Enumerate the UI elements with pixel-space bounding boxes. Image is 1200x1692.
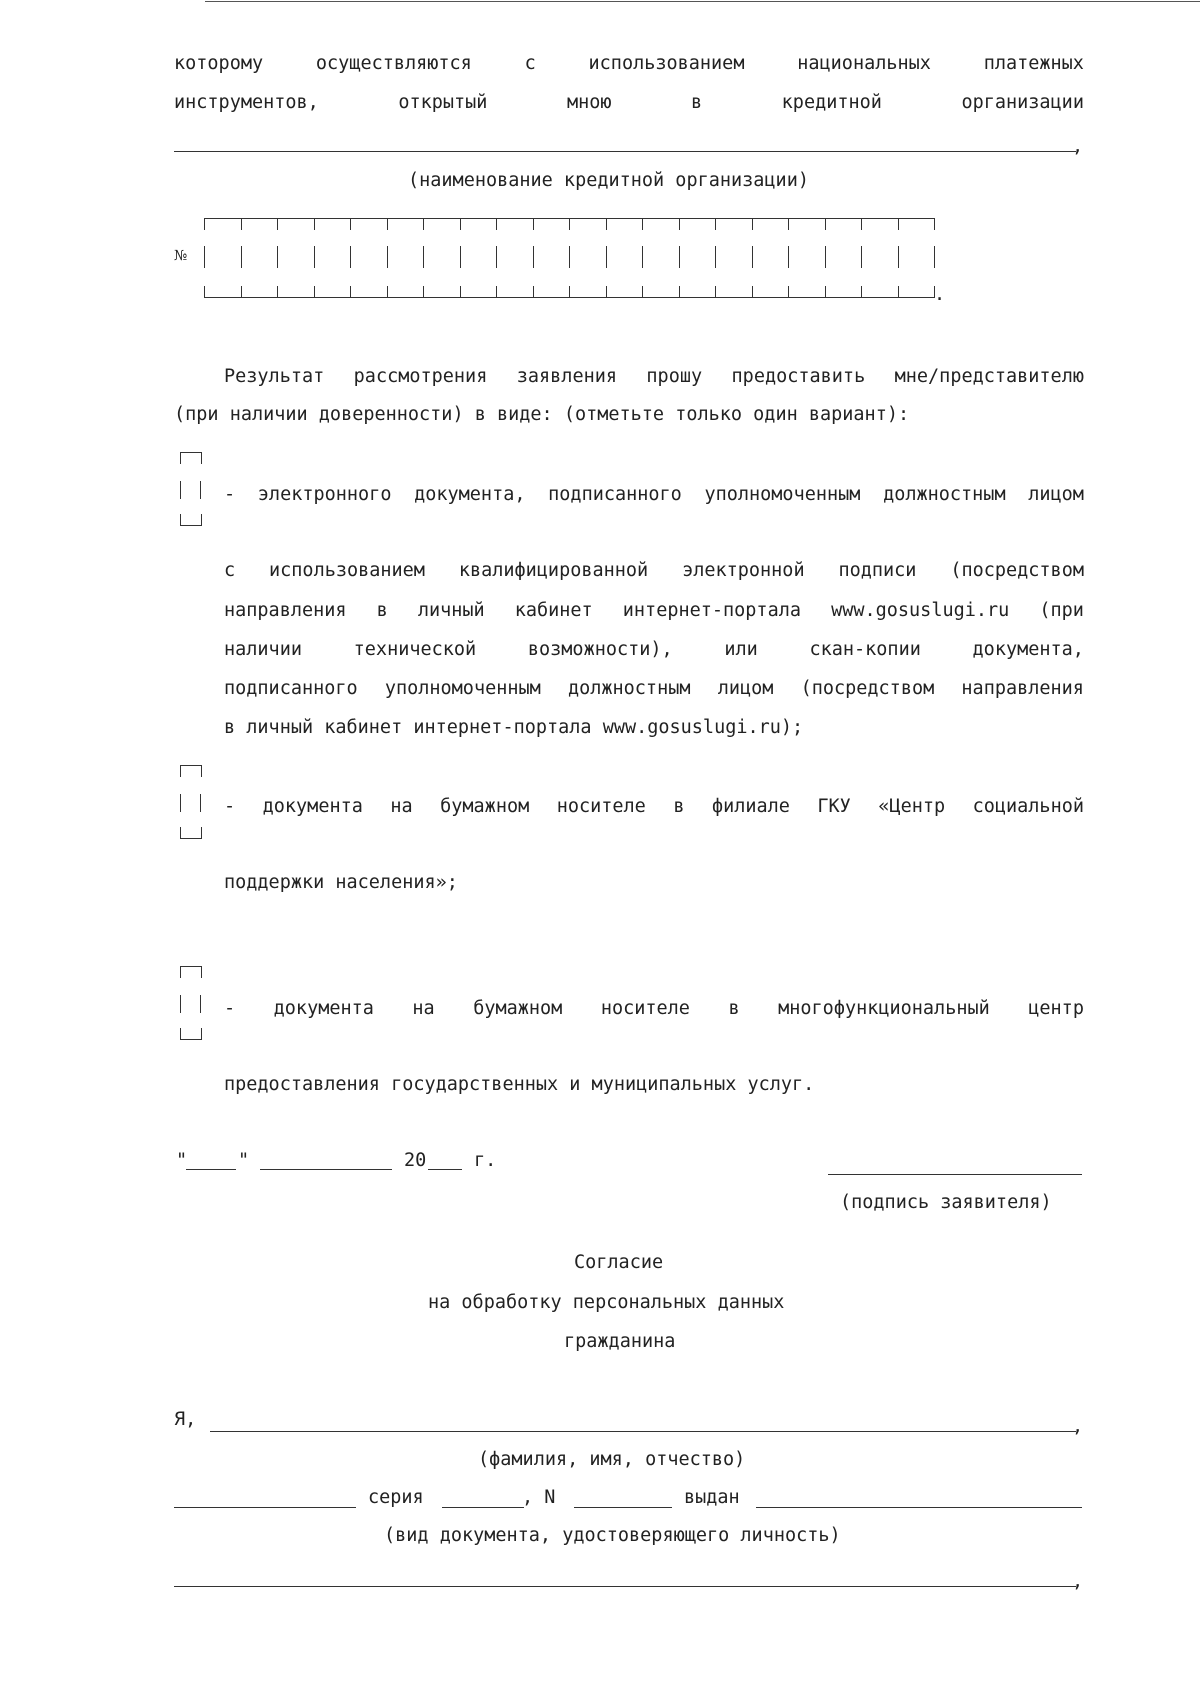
word: должностным (567, 678, 691, 699)
grid-tick-bottom (752, 286, 753, 298)
word: (при (1039, 600, 1084, 621)
document-type-field[interactable] (174, 1507, 356, 1508)
person-prefix: Я, (174, 1409, 197, 1430)
grid-cell-divider (387, 246, 388, 268)
grid-tick-bottom (898, 286, 899, 298)
word: направления (224, 600, 347, 621)
date-close-quote: " (238, 1150, 250, 1171)
grid-tick-bottom (606, 286, 607, 298)
grid-cell-divider (277, 246, 278, 268)
word: подписанного (224, 678, 358, 699)
grid-cell-divider (423, 246, 424, 268)
option2-line-2: поддержки населения»; (224, 872, 458, 893)
word: предоставить (731, 366, 866, 387)
grid-tick-top (752, 218, 753, 230)
grid-tick-top (715, 218, 716, 230)
word: заявления (516, 366, 617, 387)
word: с (524, 53, 536, 74)
full-name-end-comma: , (1072, 1416, 1084, 1437)
grid-cell-divider (788, 246, 789, 268)
word: с (224, 560, 236, 581)
grid-tick-bottom (715, 286, 716, 298)
grid-tick-top (569, 218, 570, 230)
word: филиале (711, 796, 790, 817)
grid-cell-divider (642, 246, 643, 268)
date-year-suffix: г. (474, 1150, 497, 1171)
word: электронного (257, 484, 392, 505)
word: кабинет (514, 600, 593, 621)
grid-cell-divider (314, 246, 315, 268)
grid-tick-bottom (679, 286, 680, 298)
grid-cell-divider (460, 246, 461, 268)
checkbox-bottom-bracket (180, 1028, 202, 1040)
issued-by-field[interactable] (756, 1507, 1082, 1508)
grid-tick-bottom (277, 286, 278, 298)
word: использованием (588, 53, 745, 74)
grid-cell-divider (241, 246, 242, 268)
grid-tick-top (642, 218, 643, 230)
grid-tick-top (934, 218, 935, 230)
word: Результат (224, 366, 325, 387)
grid-tick-bottom (825, 286, 826, 298)
checkbox-left-bar (180, 794, 181, 812)
checkbox-top-bracket (180, 765, 202, 777)
word: квалифицированной (458, 560, 649, 581)
word: прошу (646, 366, 703, 387)
bank-name-caption: (наименование кредитной организации) (408, 170, 809, 191)
bank-name-field[interactable] (174, 151, 1076, 152)
text-line-1 (174, 55, 1084, 74)
checkbox-bottom-bracket (180, 514, 202, 526)
grid-tick-top (423, 218, 424, 230)
grid-cell-divider (569, 246, 570, 268)
grid-tick-top (861, 218, 862, 230)
word: инструментов, (174, 92, 319, 113)
word: документа, (972, 639, 1084, 660)
grid-tick-top (898, 218, 899, 230)
word: центр (1028, 998, 1084, 1019)
account-end-dot: . (934, 284, 946, 305)
checkbox-left-bar (180, 481, 181, 499)
word: организации (961, 92, 1084, 113)
signature-field[interactable] (828, 1174, 1082, 1175)
issued-by-field-continued[interactable] (174, 1586, 1076, 1587)
word: электронной (682, 560, 805, 581)
consent-title-1: Согласие (574, 1252, 664, 1273)
word: мне/представителю (894, 366, 1084, 387)
word: www.gosuslugi.ru (831, 600, 1010, 621)
number-field[interactable] (574, 1507, 672, 1508)
word: или (724, 639, 758, 660)
account-number-grid[interactable] (204, 218, 934, 298)
full-name-caption: (фамилия, имя, отчество) (478, 1449, 746, 1470)
word: личный (417, 600, 485, 621)
grid-tick-bottom (569, 286, 570, 298)
word: открытый (398, 92, 488, 113)
word: (посредством (950, 560, 1084, 581)
word: «Центр (878, 796, 946, 817)
date-day-field[interactable] (186, 1169, 236, 1170)
grid-tick-bottom (387, 286, 388, 298)
grid-cell-divider (752, 246, 753, 268)
grid-tick-bottom (423, 286, 424, 298)
word: бумажном (473, 998, 563, 1019)
checkbox-right-bar (200, 995, 201, 1013)
grid-tick-top (387, 218, 388, 230)
grid-tick-bottom (496, 286, 497, 298)
word: - (224, 998, 236, 1019)
word: национальных (797, 53, 931, 74)
word: уполномоченным (384, 678, 541, 699)
checkbox-right-bar (200, 481, 201, 499)
text-line-2 (174, 94, 1084, 113)
bank-field-end-comma: , (1072, 136, 1084, 157)
word: - (224, 484, 236, 505)
grid-cell-divider (204, 246, 205, 268)
word: направления (961, 678, 1084, 699)
word: ГКУ (817, 796, 851, 817)
word: социальной (972, 796, 1084, 817)
grid-tick-top (496, 218, 497, 230)
consent-title-2: на обработку персональных данных (428, 1292, 785, 1313)
result-line-1 (224, 368, 1084, 387)
option1-line-6: в личный кабинет интернет-портала www.gosuslugi.ru); (224, 717, 804, 738)
grid-cell-divider (533, 246, 534, 268)
series-label: серия (368, 1487, 424, 1508)
word: в (728, 998, 740, 1019)
option1-line-1 (224, 486, 1084, 505)
grid-tick-bottom (204, 286, 205, 298)
grid-tick-bottom (460, 286, 461, 298)
word: документа (262, 796, 363, 817)
grid-tick-top (204, 218, 205, 230)
grid-cell-divider (861, 246, 862, 268)
grid-cell-divider (825, 246, 826, 268)
word: которому (174, 53, 264, 74)
checkbox-top-bracket (180, 452, 202, 464)
grid-cell-divider (898, 246, 899, 268)
checkbox-bottom-bracket (180, 827, 202, 839)
word: технической (353, 639, 477, 660)
grid-tick-top (314, 218, 315, 230)
grid-tick-bottom (350, 286, 351, 298)
date-year-prefix: 20 (404, 1150, 427, 1171)
word: (посредством (800, 678, 935, 699)
word: документа (273, 998, 374, 1019)
date-open-quote: " (176, 1150, 188, 1171)
grid-tick-top (460, 218, 461, 230)
grid-tick-top (533, 218, 534, 230)
grid-tick-bottom (642, 286, 643, 298)
option3-line-2: предоставления государственных и муниципальных услуг. (224, 1074, 815, 1095)
word: лицом (717, 678, 774, 699)
word: возможности), (527, 639, 673, 660)
grid-tick-bottom (314, 286, 315, 298)
option3-line-1 (224, 1000, 1084, 1019)
option1-line-4 (224, 641, 1084, 660)
word: многофункциональный (778, 998, 990, 1019)
word: уполномоченным (704, 484, 861, 505)
word: скан-копии (809, 639, 921, 660)
option3-checkbox[interactable] (180, 966, 202, 1040)
word: платежных (983, 53, 1084, 74)
word: подписи (838, 560, 917, 581)
grid-tick-top (679, 218, 680, 230)
series-field[interactable] (442, 1507, 524, 1508)
word: интернет-портала (622, 600, 801, 621)
option2-checkbox[interactable] (180, 765, 202, 839)
account-number-sign: № (174, 248, 188, 264)
number-label: , N (522, 1487, 556, 1508)
word: в (691, 92, 703, 113)
grid-tick-bottom (533, 286, 534, 298)
word: должностным (883, 484, 1006, 505)
grid-cell-divider (679, 246, 680, 268)
checkbox-right-bar (200, 794, 201, 812)
option1-line-2 (224, 562, 1084, 581)
issued-label: выдан (684, 1487, 740, 1508)
last-line-comma: , (1072, 1571, 1084, 1592)
grid-tick-top (241, 218, 242, 230)
grid-cell-divider (606, 246, 607, 268)
document-caption: (вид документа, удостоверяющего личность) (384, 1525, 841, 1546)
result-line-2: (при наличии доверенности) в виде: (отметьте только один вариант): (174, 404, 910, 425)
word: носителе (600, 998, 690, 1019)
option1-line-5 (224, 680, 1084, 699)
word: - (224, 796, 236, 817)
grid-tick-top (277, 218, 278, 230)
word: в (673, 796, 685, 817)
option2-line-1 (224, 798, 1084, 817)
grid-cell-divider (934, 246, 935, 268)
grid-tick-bottom (788, 286, 789, 298)
word: на (390, 796, 413, 817)
grid-cell-divider (715, 246, 716, 268)
consent-title-3: гражданина (564, 1331, 676, 1352)
word: лицом (1028, 484, 1084, 505)
word: подписанного (548, 484, 682, 505)
checkbox-top-bracket (180, 966, 202, 978)
word: наличии (224, 639, 302, 660)
word: на (412, 998, 435, 1019)
option1-line-3 (224, 602, 1084, 621)
word: использованием (269, 560, 425, 581)
grid-tick-bottom (861, 286, 862, 298)
grid-tick-bottom (241, 286, 242, 298)
word: бумажном (440, 796, 530, 817)
signature-caption: (подпись заявителя) (840, 1192, 1052, 1213)
grid-cell-divider (350, 246, 351, 268)
grid-tick-top (350, 218, 351, 230)
date-year-field[interactable] (428, 1169, 462, 1170)
grid-tick-top (606, 218, 607, 230)
grid-tick-top (825, 218, 826, 230)
word: кредитной (781, 92, 882, 113)
word: носителе (556, 796, 646, 817)
top-edge-line (205, 1, 1200, 2)
date-month-field[interactable] (260, 1169, 392, 1170)
option1-checkbox[interactable] (180, 452, 202, 526)
full-name-field[interactable] (210, 1431, 1076, 1432)
word: рассмотрения (353, 366, 488, 387)
grid-tick-top (788, 218, 789, 230)
word: документа, (414, 484, 526, 505)
word: мною (566, 92, 612, 113)
word: в (376, 600, 388, 621)
word: осуществляются (315, 53, 472, 74)
grid-cell-divider (496, 246, 497, 268)
checkbox-left-bar (180, 995, 181, 1013)
